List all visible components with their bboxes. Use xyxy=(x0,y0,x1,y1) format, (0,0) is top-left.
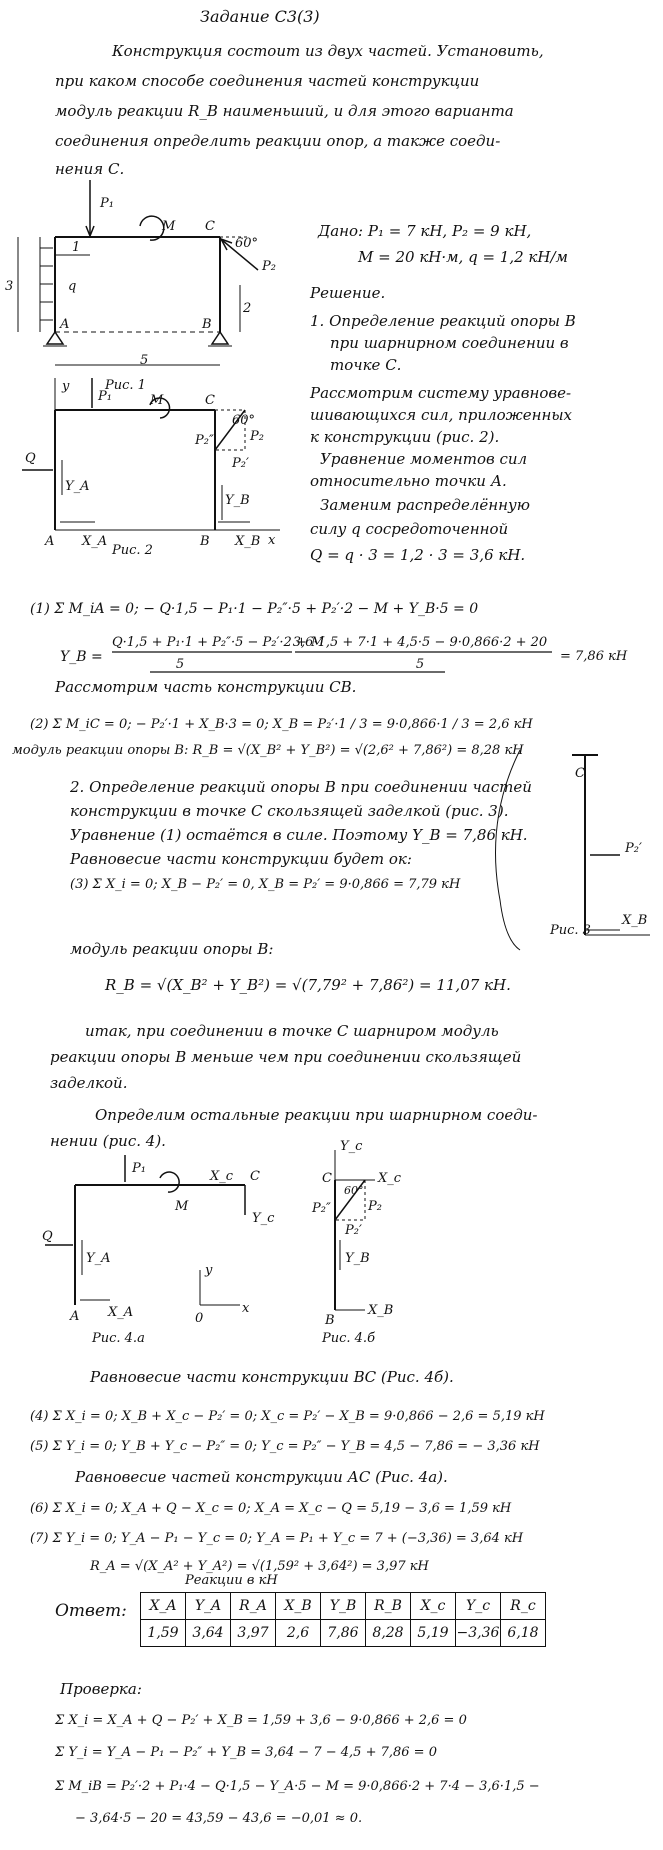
conclusion-line-3: заделкой. xyxy=(50,1074,128,1092)
answer-header: R_c xyxy=(501,1593,546,1620)
define-rest-1: Определим остальные реакции при шарнирном соеди- xyxy=(95,1106,538,1124)
fig4b-label-yb: Y_B xyxy=(345,1251,370,1266)
fig2-label-p2p: P₂′ xyxy=(232,456,249,471)
fig1-label-p1: P₁ xyxy=(100,196,114,211)
eq-bc-heading: Равновесие части конструкции ВС (Рис. 4б). xyxy=(90,1368,454,1386)
fig1-dim-2: 2 xyxy=(243,301,252,316)
fig2-label-b: B xyxy=(200,534,210,549)
eq1-num-2: 3,6·1,5 + 7·1 + 4,5·5 − 9·0,866·2 + 20 xyxy=(292,635,548,650)
check-line-2: Σ Y_i = Y_A − P₁ − P₂″ + Y_B = 3,64 − 7 − 4,5 + 7,86 = 0 xyxy=(55,1745,437,1760)
fig4b-label-p2pp: P₂″ xyxy=(312,1201,331,1216)
answer-header: Y_A xyxy=(186,1593,231,1620)
fig4a-caption: Рис. 4.а xyxy=(92,1331,145,1346)
conclusion-line-1: итак, при соединении в точке С шарниром модуль xyxy=(85,1022,499,1040)
fig4a-label-yc: Y_c xyxy=(252,1211,275,1226)
fig4b-label-angle: 60° xyxy=(344,1184,364,1197)
eq1-den-1: 5 xyxy=(175,657,185,672)
fig1-label-angle: 60° xyxy=(235,236,259,251)
fig1-label-q: q xyxy=(68,279,77,294)
step1-text-7: силу q сосредоточенной xyxy=(310,520,509,538)
step1-line-1: 1. Определение реакций опоры В xyxy=(310,312,576,330)
check-label: Проверка: xyxy=(60,1680,142,1698)
answer-value: 1,59 xyxy=(141,1620,186,1647)
task-line-2: при каком способе соединения частей конструкции xyxy=(55,72,480,90)
fig2-label-p2: P₂ xyxy=(250,429,264,444)
eq1-num-1: Q·1,5 + P₁·1 + P₂″·5 − P₂′·2 + M xyxy=(112,635,325,650)
fig4b-label-yc: Y_c xyxy=(340,1139,363,1154)
step2-line-3: Уравнение (1) остаётся в силе. Поэтому Y_B = 7,86 кН. xyxy=(70,826,528,844)
fig2-label-xa: X_A xyxy=(82,534,108,549)
step1-text-2: шивающихся сил, приложенных xyxy=(310,406,573,424)
fig1-label-m: M xyxy=(162,219,176,234)
fig2-label-p1: P₁ xyxy=(98,389,112,404)
answer-value: −3,36 xyxy=(456,1620,501,1647)
answer-label: Ответ: xyxy=(55,1601,127,1621)
solution-heading: Решение. xyxy=(310,284,386,302)
fig1-dim-5: 5 xyxy=(140,353,149,368)
fig4a-label-p1: P₁ xyxy=(132,1161,146,1176)
fig3-label-xb: X_B xyxy=(622,913,648,928)
step1-text-4: Уравнение моментов сил xyxy=(320,450,528,468)
task-title: Задание С3(3) xyxy=(200,7,320,26)
modulus2-label: модуль реакции опоры В: xyxy=(70,940,274,958)
answer-header: X_B xyxy=(276,1593,321,1620)
fig1-dim-3: 3 xyxy=(5,279,14,294)
fig2-label-q: Q xyxy=(25,451,36,466)
fig2-label-p2pp: P₂″ xyxy=(195,433,214,448)
answer-value: 3,97 xyxy=(231,1620,276,1647)
check-line-1: Σ X_i = X_A + Q − P₂′ + X_B = 1,59 + 3,6 − 9·0,866 + 2,6 = 0 xyxy=(55,1713,467,1728)
step2-line-2: конструкции в точке С скользящей заделкой (рис. 3). xyxy=(70,802,509,820)
fig2-label-ya: Y_A xyxy=(65,479,90,494)
fig4a-label-xc: X_c xyxy=(210,1169,234,1184)
answer-header: Y_B xyxy=(321,1593,366,1620)
answer-value-row xyxy=(141,1620,546,1647)
fig3-label-p2p: P₂′ xyxy=(625,841,642,856)
step2-line-4: Равновесие части конструкции будет ок: xyxy=(70,850,412,868)
fig2-label-angle: 60° xyxy=(232,413,256,428)
answer-table xyxy=(140,1592,546,1647)
task-line-3: модуль реакции R_B наименьший, и для этого варианта xyxy=(55,102,514,120)
fig4a-label-xa: X_A xyxy=(108,1305,134,1320)
define-rest-2: нении (рис. 4). xyxy=(50,1132,166,1150)
eq1-den-2: 5 xyxy=(415,657,425,672)
modulus2-formula: R_B = √(X_B² + Y_B²) = √(7,79² + 7,86²) = 11,07 кН. xyxy=(105,976,511,994)
step1-line-2: при шарнирном соединении в xyxy=(330,334,569,352)
fig1-caption: Рис. 1 xyxy=(105,378,146,393)
check-line-4: − 3,64·5 − 20 = 43,59 − 43,6 = −0,01 ≈ 0. xyxy=(75,1811,363,1826)
answer-value: 6,18 xyxy=(501,1620,546,1647)
fig2-label-xb: X_B xyxy=(235,534,261,549)
eq5-line: (5) Σ Y_i = 0; Y_B + Y_c − P₂″ = 0; Y_c = P₂″ − Y_B = 4,5 − 7,86 = − 3,36 кН xyxy=(30,1439,540,1454)
step1-text-3: к конструкции (рис. 2). xyxy=(310,428,500,446)
answer-value: 2,6 xyxy=(276,1620,321,1647)
eq1-lhs: Y_B = xyxy=(60,649,103,665)
fig4b-caption: Рис. 4.б xyxy=(322,1331,376,1346)
answer-header: Y_c xyxy=(456,1593,501,1620)
step1-line-3: точке С. xyxy=(330,356,402,374)
step1-text-5: относительно точки А. xyxy=(310,472,507,490)
fig4b-label-xb: X_B xyxy=(368,1303,394,1318)
fig4b-label-xc: X_c xyxy=(378,1171,402,1186)
step2-line-5: (3) Σ X_i = 0; X_B − P₂′ = 0, X_B = P₂′ = 9·0,866 = 7,79 кН xyxy=(70,877,461,892)
eq4-line: (4) Σ X_i = 0; X_B + X_c − P₂′ = 0; X_c = P₂′ − X_B = 9·0,866 − 2,6 = 5,19 кН xyxy=(30,1409,545,1424)
fig4a-label-a: A xyxy=(70,1309,80,1324)
step1-text-8: Q = q · 3 = 1,2 · 3 = 3,6 кН. xyxy=(310,546,526,564)
answer-value: 5,19 xyxy=(411,1620,456,1647)
given-line-2: M = 20 кН·м, q = 1,2 кН/м xyxy=(358,248,568,266)
answer-header: R_A xyxy=(231,1593,276,1620)
conclusion-line-2: реакции опоры В меньше чем при соединении скользящей xyxy=(50,1048,522,1066)
step1-text-1: Рассмотрим систему уравнове- xyxy=(310,384,572,402)
fig2-label-m: M xyxy=(150,393,164,408)
fig2-label-x: x xyxy=(268,533,276,548)
fig2-caption: Рис. 2 xyxy=(112,543,153,558)
fig4a-label-c: C xyxy=(250,1169,260,1184)
fig4b-label-c: C xyxy=(322,1171,332,1186)
fig3-label-c: C xyxy=(575,766,585,781)
eq7-line: (7) Σ Y_i = 0; Y_A − P₁ − Y_c = 0; Y_A = P₁ + Y_c = 7 + (−3,36) = 3,64 кН xyxy=(30,1531,524,1546)
answer-value: 3,64 xyxy=(186,1620,231,1647)
eq1-result: = 7,86 кН xyxy=(560,649,628,664)
fig1-label-p2: P₂ xyxy=(262,259,276,274)
answer-header: R_B xyxy=(366,1593,411,1620)
eq6-line: (6) Σ X_i = 0; X_A + Q − X_c = 0; X_A = X_c − Q = 5,19 − 3,6 = 1,59 кН xyxy=(30,1501,512,1516)
eq1-line: (1) Σ M_iA = 0; − Q·1,5 − P₁·1 − P₂″·5 + P₂′·2 − M + Y_B·5 = 0 xyxy=(30,601,479,617)
fig2-label-y: y xyxy=(62,379,70,394)
fig4a-label-o: 0 xyxy=(195,1311,204,1326)
given-line-1: Дано: P₁ = 7 кН, P₂ = 9 кН, xyxy=(318,222,532,240)
ra-formula: R_A = √(X_A² + Y_A²) = √(1,59² + 3,64²) = 3,97 кН xyxy=(90,1559,429,1574)
eq2-line: (2) Σ M_iC = 0; − P₂′·1 + X_B·3 = 0; X_B = P₂′·1 / 3 = 9·0,866·1 / 3 = 2,6 кН xyxy=(30,717,533,732)
fig2-label-yb: Y_B xyxy=(225,493,250,508)
eq2-modulus: модуль реакции опоры В: R_B = √(X_B² + Y_B²) = √(2,6² + 7,86²) = 8,28 кН xyxy=(12,743,524,758)
fig4b-label-b: B xyxy=(325,1313,335,1328)
answer-value: 7,86 xyxy=(321,1620,366,1647)
step2-line-1: 2. Определение реакций опоры В при соединении частей xyxy=(70,778,532,796)
answer-header: X_c xyxy=(411,1593,456,1620)
fig4b-label-p2: P₂ xyxy=(368,1199,382,1214)
fig4a-label-x: x xyxy=(242,1301,250,1316)
fig1-dim-1: 1 xyxy=(72,240,81,255)
task-line-4: соединения определить реакции опор, а также соеди- xyxy=(55,132,501,150)
check-line-3: Σ M_iB = P₂′·2 + P₁·4 − Q·1,5 − Y_A·5 − M = 9·0,866·2 + 7·4 − 3,6·1,5 − xyxy=(55,1779,540,1794)
fig1-label-c: C xyxy=(205,219,215,234)
step1-text-6: Заменим распределённую xyxy=(320,496,530,514)
task-line-1: Конструкция состоит из двух частей. Установить, xyxy=(112,42,544,60)
fig2-label-c: C xyxy=(205,393,215,408)
task-line-5: нения С. xyxy=(55,160,125,178)
fig4a-label-q: Q xyxy=(42,1229,53,1244)
fig4a-label-ya: Y_A xyxy=(86,1251,111,1266)
fig2-label-a: A xyxy=(45,534,55,549)
fig4a-label-m: M xyxy=(175,1199,189,1214)
consider-cb: Рассмотрим часть конструкции СВ. xyxy=(55,678,357,696)
answer-value: 8,28 xyxy=(366,1620,411,1647)
answer-caption: Реакции в кН xyxy=(185,1573,278,1588)
fig1-label-b: B xyxy=(202,317,212,332)
fig4b-label-p2p: P₂′ xyxy=(345,1223,362,1238)
eq-ac-heading: Равновесие частей конструкции АС (Рис. 4а). xyxy=(75,1468,448,1486)
fig4a-label-y: y xyxy=(205,1263,213,1278)
fig3-caption: Рис. 3 xyxy=(550,923,591,938)
fig1-label-a: A xyxy=(60,317,70,332)
answer-header-row xyxy=(141,1593,546,1620)
answer-header: X_A xyxy=(141,1593,186,1620)
